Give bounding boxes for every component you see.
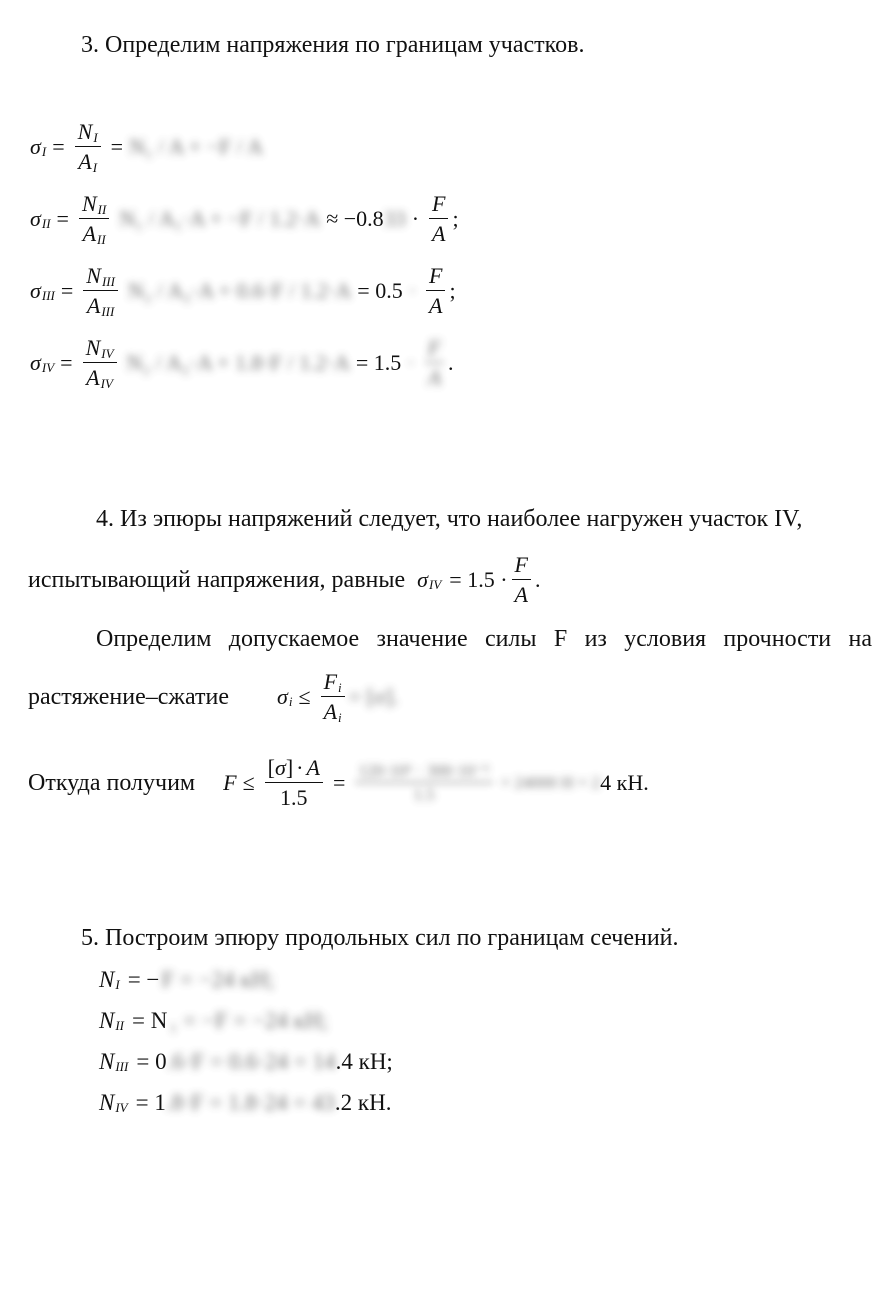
section-3-heading: 3. Определим напряжения по границам участков. [81,32,585,58]
result-value: = 1.5 [355,350,402,376]
blurred-expression: N₁ / A₁·A + −F / 1.2·A [119,206,321,232]
paragraph-text: растяжение–сжатие [28,683,230,710]
fraction-allowable-force: $\frac{[\sigma] \cdot A}{1.5}$ [265,756,323,810]
section-4-line-5 [28,756,649,810]
equation-visible: = 0 [136,1049,167,1074]
inline-equation-strength: σ i ≤ $\frac{Fi}{Ai}$ = [σ]. [277,669,399,726]
equals-sign: = [110,134,124,160]
sigma-symbol: σ [30,134,41,160]
fraction-N-over-A: $\frac{\text{NII}}{\text{AII}}$ [79,192,109,246]
equation-N-III: N III = 0 .6·F = 0.6·24 = 14 .4 кН; [99,1049,393,1074]
blurred-expression: N₁ / A + −F / A [129,134,264,160]
section-4-line-1: 4. Из эпюры напряжений следует, что наиболее нагружен участок IV, [96,506,803,532]
blurred-digits: 33 [383,206,406,232]
blurred-result: = 24000 Н = 2 [500,773,601,793]
equation-sigma-I [30,120,263,174]
inline-equation-force: F ≤ $\frac{[\sigma] \cdot A}{1.5}$ = $\frac{\text{120·10⁶ · 300·10⁻⁶}}{1.5}$ = 24000 Н = 2 4 кН. [223,755,649,811]
subscript: I [41,144,47,160]
blurred-expression: N₂ / A₂·A + 0.6·F / 1.2·A [127,278,352,304]
fraction-F-over-A: $\frac{F}{A}$ [425,336,444,390]
equals-sign: = [60,278,74,304]
equation-N-II: N II = N ₁ = −F = −24 кН; [99,1008,328,1033]
fraction-N-over-A: $\frac{NI}{AI}$ [75,120,101,174]
blurred-expression: N₂ / A₂·A + 1.8·F / 1.2·A [126,350,350,376]
equation-sigma-IV: σ IV = $\frac{\text{NIV}}{\text{AIV}}$ N₂ / A₂·A + 1.8·F / 1.2·A = 1.5 · $\frac{F}{A}$ . [30,335,454,392]
inline-equation-sigma-IV: σ IV = 1.5 · $\frac{F}{A}$ . [417,552,541,608]
section-4-line-4 [28,670,399,724]
blurred-expression: ₁ = −F = −24 кН; [169,1008,328,1033]
equals-sign: = [60,350,73,376]
paragraph-text: испытывающий напряжения, равные [28,566,406,593]
subscript: III [41,288,55,304]
equation-sigma-III: σ III = $\frac{\text{NIII}}{\text{AIII}}$ N₂ / A₂·A + 0.6·F / 1.2·A = 0.5 · $\frac{F}{A}$ ; [30,263,456,320]
result-value: = 0.5 [357,278,403,304]
section-4-line-2 [28,553,540,607]
equation-N-I: N I = − F = −24 кН; [99,967,275,992]
fraction-F-over-A: $\frac{F}{A}$ [429,192,448,246]
fraction-N-over-A: $\frac{\text{NIV}}{\text{AIV}}$ [83,336,117,390]
equals-sign: = [52,134,65,160]
equation-visible: = − [127,967,160,992]
equation-visible: = N [132,1008,168,1033]
sigma-symbol: σ [30,350,41,376]
blurred-expression: .8·F = 1.8·24 = 43 [165,1090,335,1115]
subscript: IV [41,360,55,376]
section-5-heading: 5. Построим эпюру продольных сил по границам сечений. [81,925,679,951]
blurred-expression: .6·F = 0.6·24 = 14 [166,1049,336,1074]
equation-N-IV: N IV = 1 .8·F = 1.8·24 = 43 .2 кН. [99,1090,392,1115]
fraction-N-over-A: $\frac{\text{NIII}}{\text{AIII}}$ [83,264,118,318]
fraction-F-over-A: $\frac{F}{A}$ [426,264,445,318]
sigma-symbol: σ [30,278,41,304]
equals-sign: = [56,206,69,232]
sigma-symbol: σ [30,206,41,232]
blurred-fraction: $\frac{\text{120·10⁶ · 300·10⁻⁶}}{1.5}$ [355,762,492,805]
fraction-F-over-A: $\frac{Fi}{Ai}$ [321,670,345,724]
equation-visible: = 1 [135,1090,166,1115]
paragraph-text: Откуда получим [28,769,196,796]
blurred-expression: F = −24 кН; [161,967,275,992]
result-tail: 4 кН. [600,770,649,796]
blurred-expression: = [σ]. [348,684,399,710]
subscript: II [41,216,51,232]
equation-sigma-II: σ II = $\frac{\text{NII}}{\text{AII}}$ N₁ / A₁·A + −F / 1.2·A ≈ −0.8 33 · $\frac{F}{A}$ ; [30,191,459,248]
equation-tail: .2 кН. [334,1090,392,1115]
section-4-line-3: Определим допускаемое значение силы F из условия прочности на [96,626,872,652]
fraction-F-over-A: $\frac{F}{A}$ [512,553,531,607]
equation-tail: .4 кН; [335,1049,393,1074]
approx-value: ≈ −0.8 [326,206,384,232]
equation-value: = 1.5 · [449,567,508,593]
